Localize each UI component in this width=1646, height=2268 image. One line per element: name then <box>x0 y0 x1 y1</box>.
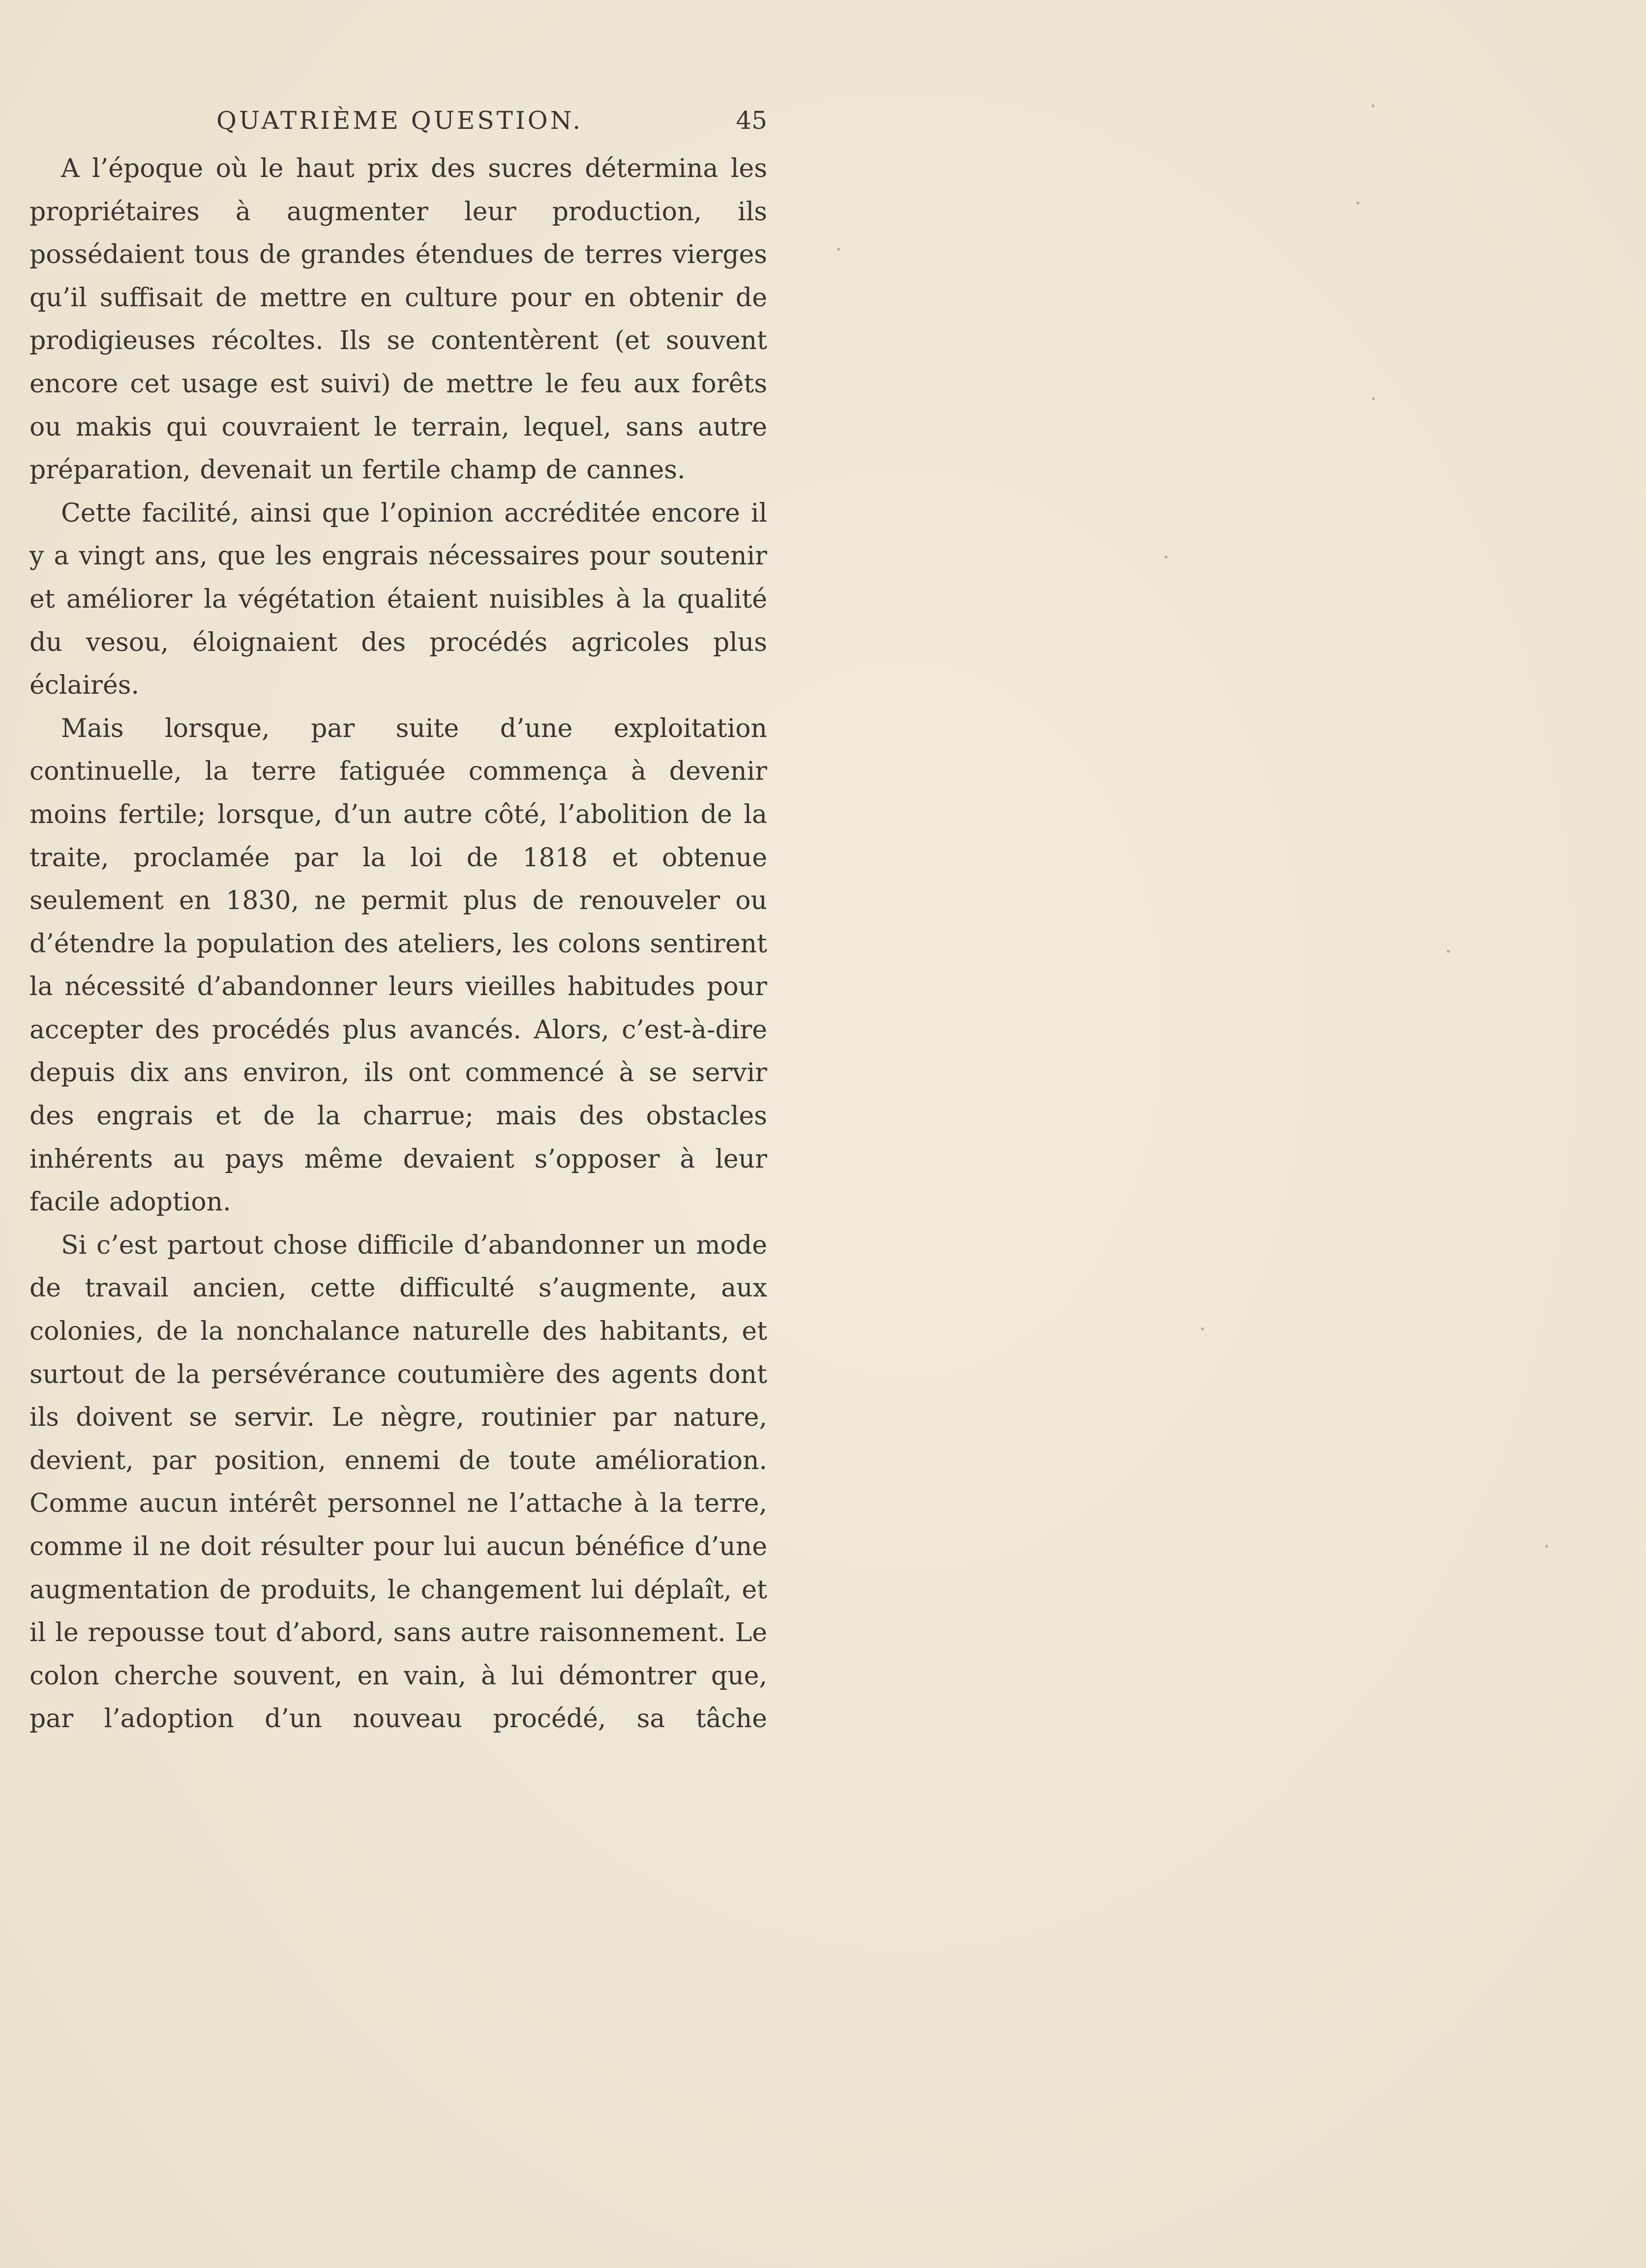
body-text <box>30 147 767 1741</box>
page-number: 45 <box>736 106 767 135</box>
paragraph-2: Cette facilité, ainsi que l’opinion accréditée encore il y a vingt ans, que les engrais nécessaires pour soutenir et améliorer la végétation étaient nuisibles à la qualité du vesou, éloignaient des procédés agricoles plus éclairés. <box>30 498 767 701</box>
paper-speck <box>1356 202 1359 205</box>
paper-speck <box>1447 950 1450 953</box>
paper-speck <box>1372 104 1375 107</box>
paper-speck <box>1165 556 1167 559</box>
paper-speck <box>837 248 840 251</box>
page-header <box>216 98 767 143</box>
paper-speck <box>1372 397 1375 400</box>
paragraph-4: Si c’est partout chose difficile d’abandonner un mode de travail ancien, cette difficulté s’augmente, aux colonies, de la nonchalance naturelle des habitants, et surtout de la persévérance coutumière des agents dont ils doivent se servir. Le nègre, routinier par nature, devient, par position, ennemi de toute amélioration. Comme aucun intérêt personnel ne l’attache à la terre, comme il ne doit résulter pour lui aucun bénéfice d’une augmentation de produits, le changement lui déplaît, et il le repousse tout d’abord, sans autre raisonnement. Le colon cherche souvent, en vain, à lui démontrer que, par l’adoption d’un nouveau procédé, sa tâche <box>30 1230 767 1734</box>
paragraph-1: A l’époque où le haut prix des sucres détermina les propriétaires à augmenter leur production, ils possédaient tous de grandes étendues de terres vierges qu’il suffisait de mettre en culture pour en obtenir de prodigieuses récoltes. Ils se contentèrent (et souvent encore cet usage est suivi) de mettre le feu aux forêts ou makis qui couvraient le terrain, lequel, sans autre préparation, devenait un fertile champ de cannes. <box>30 154 767 485</box>
paper-speck <box>1545 1545 1548 1548</box>
paper-speck <box>1201 1327 1204 1330</box>
paragraph-3: Mais lorsque, par suite d’une exploitation continuelle, la terre fatiguée commença à devenir moins fertile; lorsque, d’un autre côté, l’abolition de la traite, proclamée par la loi de 1818 et obtenue seulement en 1830, ne permit plus de renouveler ou d’étendre la population des ateliers, les colons sentirent la nécessité d’abandonner leurs vieilles habitudes pour accepter des procédés plus avancés. Alors, c’est-à-dire depuis dix ans environ, ils ont commencé à se servir des engrais et de la charrue; mais des obstacles inhérents au pays même devaient s’opposer à leur facile adoption. <box>30 713 767 1217</box>
running-title: QUATRIÈME QUESTION. <box>216 106 583 135</box>
